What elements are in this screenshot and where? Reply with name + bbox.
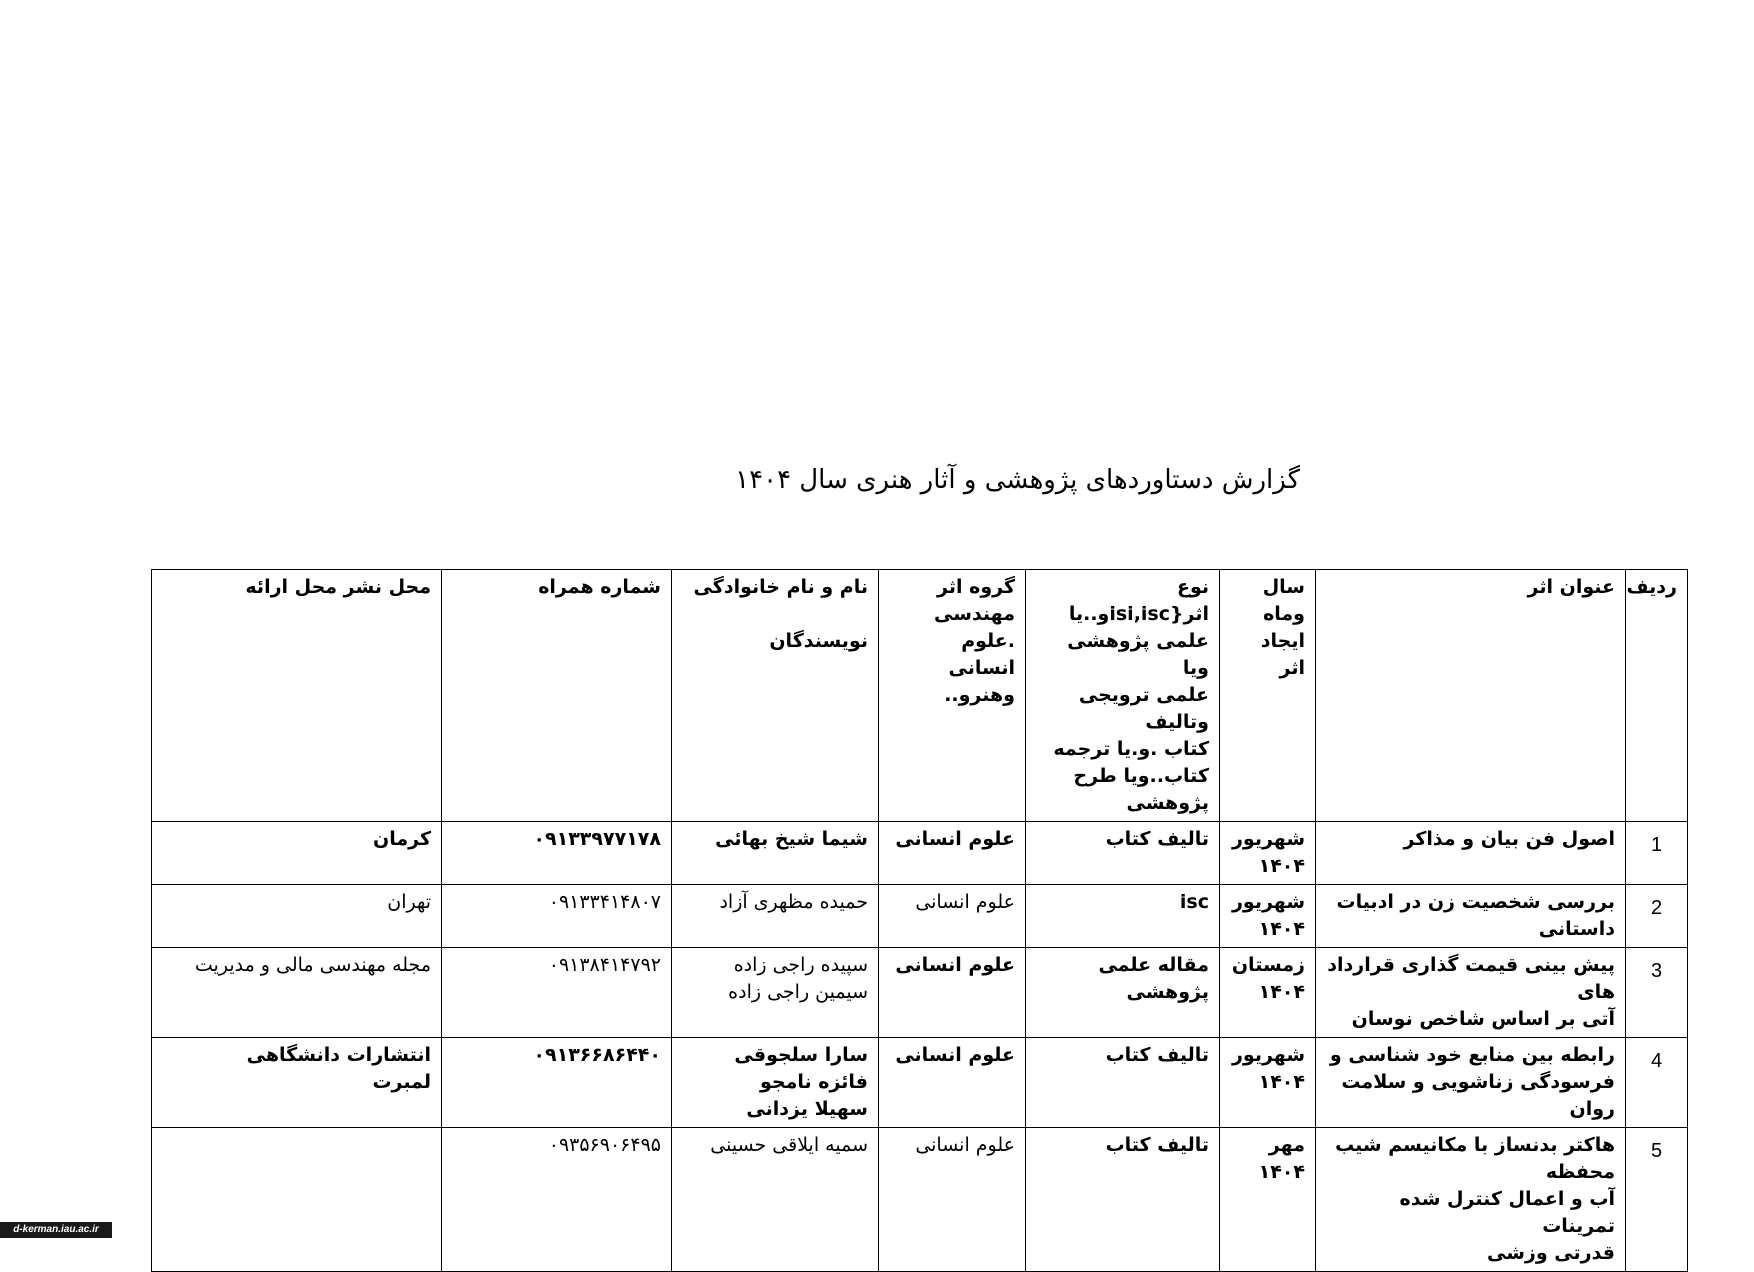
achievements-table: [151, 569, 1688, 1272]
work-group-cell: علوم انسانی: [879, 1038, 1026, 1128]
authors-cell: سپیده راجی زاده سیمین راجی زاده: [672, 948, 879, 1038]
work-type-cell: isc: [1026, 885, 1220, 948]
row-number-cell: 5: [1626, 1128, 1688, 1272]
work-type-cell: تالیف کتاب: [1026, 822, 1220, 885]
work-type-cell: تالیف کتاب: [1026, 1128, 1220, 1272]
work-group-cell: علوم انسانی: [879, 948, 1026, 1038]
table-row: [152, 1038, 1688, 1128]
header-work-title: عنوان اثر: [1316, 570, 1626, 822]
publish-place-cell: مجله مهندسی مالی و مدیریت: [152, 948, 442, 1038]
authors-cell: حمیده مظهری آزاد: [672, 885, 879, 948]
header-mobile: شماره همراه: [442, 570, 672, 822]
work-title-cell: اصول فن بیان و مذاکر: [1316, 822, 1626, 885]
row-number-cell: 4: [1626, 1038, 1688, 1128]
work-group-cell: علوم انسانی: [879, 1128, 1026, 1272]
header-work-type: نوع اثر{isi,iscو..یا علمی پژوهشی ویا علمی ترویجی وتالیف کتاب .و.یا ترجمه کتاب..ویا طرح پژوهشی: [1026, 570, 1220, 822]
mobile-cell: ۰۹۳۵۶۹۰۶۴۹۵: [442, 1128, 672, 1272]
work-group-cell: علوم انسانی: [879, 885, 1026, 948]
authors-cell: سارا سلجوقی فائزه نامجو سهیلا یزدانی: [672, 1038, 879, 1128]
work-type-cell: تالیف کتاب: [1026, 1038, 1220, 1128]
year-month-cell: شهریور ۱۴۰۴: [1220, 822, 1316, 885]
authors-cell: سمیه ایلاقی حسینی: [672, 1128, 879, 1272]
work-group-cell: علوم انسانی: [879, 822, 1026, 885]
year-month-cell: شهریور ۱۴۰۴: [1220, 885, 1316, 948]
header-row-number: ردیف: [1626, 570, 1688, 822]
row-number-cell: 3: [1626, 948, 1688, 1038]
work-title-cell: هاکتر بدنساز با مکانیسم شیب محفظه آب و اعمال کنترل شده تمرینات قدرتی وزشی: [1316, 1128, 1626, 1272]
mobile-cell: ۰۹۱۳۸۴۱۴۷۹۲: [442, 948, 672, 1038]
table-row: [152, 885, 1688, 948]
work-title-cell: رابطه بین منابع خود شناسی و فرسودگی زناشویی و سلامت روان: [1316, 1038, 1626, 1128]
table-header-row: [152, 570, 1688, 822]
site-watermark: d-kerman.iau.ac.ir: [0, 1222, 112, 1238]
year-month-cell: مهر ۱۴۰۴: [1220, 1128, 1316, 1272]
publish-place-cell: کرمان: [152, 822, 442, 885]
row-number-cell: 1: [1626, 822, 1688, 885]
table-row: [152, 1128, 1688, 1272]
mobile-cell: ۰۹۱۳۶۶۸۶۴۴۰: [442, 1038, 672, 1128]
authors-cell: شیما شیخ بهائی: [672, 822, 879, 885]
mobile-cell: ۰۹۱۳۳۹۷۷۱۷۸: [442, 822, 672, 885]
mobile-cell: ۰۹۱۳۳۴۱۴۸۰۷: [442, 885, 672, 948]
table-row: [152, 822, 1688, 885]
work-title-cell: بررسی شخصیت زن در ادبیات داستانی: [1316, 885, 1626, 948]
table-row: [152, 948, 1688, 1038]
publish-place-cell: [152, 1128, 442, 1272]
page-title: گزارش دستاوردهای پژوهشی و آثار هنری سال ۱۴۰۴: [735, 465, 1300, 495]
header-year-month: سال وماه ایجاد اثر: [1220, 570, 1316, 822]
publish-place-cell: تهران: [152, 885, 442, 948]
year-month-cell: زمستان ۱۴۰۴: [1220, 948, 1316, 1038]
row-number-cell: 2: [1626, 885, 1688, 948]
work-title-cell: پیش بینی قیمت گذاری قرارداد های آتی بر اساس شاخص نوسان: [1316, 948, 1626, 1038]
header-work-group: گروه اثر مهندسی .علوم انسانی وهنرو..: [879, 570, 1026, 822]
work-type-cell: مقاله علمی پژوهشی: [1026, 948, 1220, 1038]
header-authors: نام و نام خانوادگی نویسندگان: [672, 570, 879, 822]
header-publish-place: محل نشر محل ارائه: [152, 570, 442, 822]
publish-place-cell: انتشارات دانشگاهی لمبرت: [152, 1038, 442, 1128]
year-month-cell: شهریور ۱۴۰۴: [1220, 1038, 1316, 1128]
